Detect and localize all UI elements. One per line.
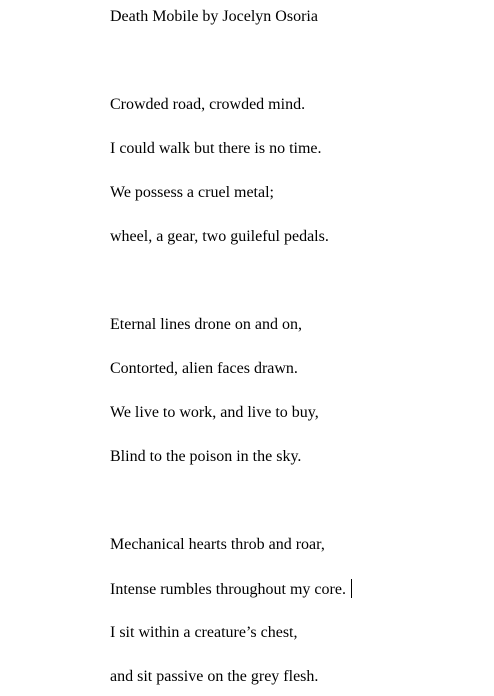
poem-line: I could walk but there is no time.: [110, 140, 322, 157]
poem-line: We live to work, and live to buy,: [110, 404, 319, 421]
poem-line-with-cursor: [110, 579, 352, 600]
poem-line: Contorted, alien faces drawn.: [110, 360, 298, 377]
poem-line: and sit passive on the grey flesh.: [110, 668, 319, 685]
poem-line: We possess a cruel metal;: [110, 184, 274, 201]
poem-line: Mechanical hearts throb and roar,: [110, 536, 325, 553]
poem-title: Death Mobile by Jocelyn Osoria: [110, 8, 318, 25]
poem-line: Eternal lines drone on and on,: [110, 316, 302, 333]
poem-line: Blind to the poison in the sky.: [110, 448, 302, 465]
poem-line: Crowded road, crowded mind.: [110, 96, 306, 113]
poem-line: wheel, a gear, two guileful pedals.: [110, 228, 329, 245]
poem-line: I sit within a creature’s chest,: [110, 624, 298, 641]
text-cursor: [351, 579, 353, 598]
poem-line-text: Intense rumbles throughout my core.: [110, 581, 346, 598]
